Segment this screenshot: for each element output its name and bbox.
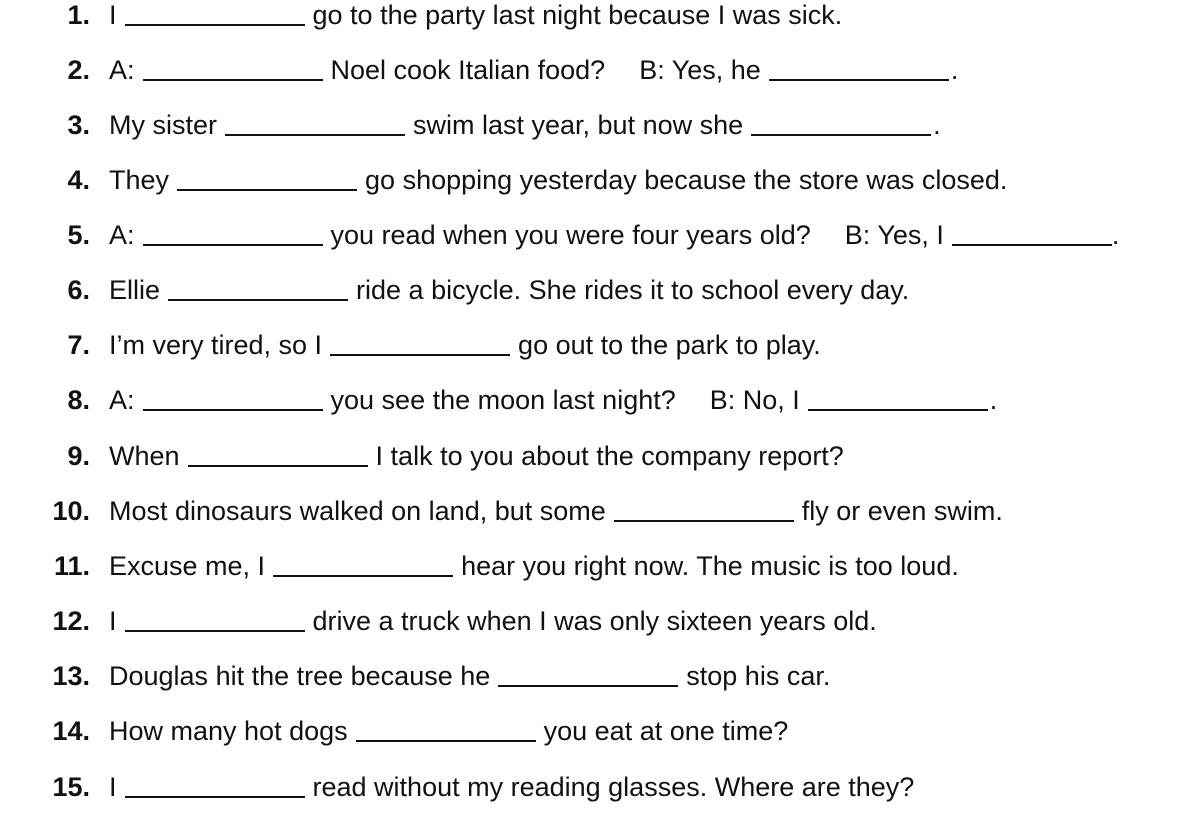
item-text xyxy=(109,441,844,471)
text-segment: you eat at one time? xyxy=(543,716,789,746)
text-segment: fly or even swim. xyxy=(801,496,1003,526)
item-number: 12. xyxy=(52,606,90,636)
list-item xyxy=(0,772,1203,812)
text-segment: . xyxy=(933,110,941,140)
answer-blank[interactable] xyxy=(143,222,323,246)
text-segment: hear you right now. The music is too loud. xyxy=(461,551,959,581)
item-number: 6. xyxy=(67,275,90,305)
item-number: 4. xyxy=(67,165,90,195)
text-segment: When xyxy=(109,441,180,471)
list-item xyxy=(0,551,1203,591)
item-text xyxy=(109,661,830,691)
item-text xyxy=(109,0,842,30)
text-segment: go shopping yesterday because the store was closed. xyxy=(365,165,1008,195)
answer-blank[interactable] xyxy=(168,277,348,301)
answer-blank[interactable] xyxy=(498,663,678,687)
text-segment: you see the moon last night? xyxy=(330,385,676,415)
item-text xyxy=(109,110,941,140)
item-number: 3. xyxy=(67,110,90,140)
answer-blank[interactable] xyxy=(143,57,323,81)
text-segment: A: xyxy=(109,220,135,250)
text-segment: My sister xyxy=(109,110,217,140)
text-segment: go out to the park to play. xyxy=(518,330,821,360)
text-segment: drive a truck when I was only sixteen years old. xyxy=(312,606,877,636)
item-number: 9. xyxy=(67,441,90,471)
item-number: 2. xyxy=(67,55,90,85)
text-segment: I talk to you about the company report? xyxy=(375,441,844,471)
text-segment: Most dinosaurs walked on land, but some xyxy=(109,496,606,526)
text-segment: ride a bicycle. She rides it to school every day. xyxy=(356,275,910,305)
list-item xyxy=(0,385,1203,425)
list-item xyxy=(0,441,1203,481)
item-text xyxy=(109,385,997,415)
list-item xyxy=(0,716,1203,756)
text-segment: B: Yes, I xyxy=(844,220,944,250)
text-segment: stop his car. xyxy=(686,661,831,691)
answer-blank[interactable] xyxy=(952,222,1112,246)
text-segment: Ellie xyxy=(109,275,161,305)
text-segment: you read when you were four years old? xyxy=(330,220,811,250)
item-number: 11. xyxy=(53,551,90,581)
item-text xyxy=(109,330,821,360)
answer-blank[interactable] xyxy=(125,774,305,798)
text-segment: B: Yes, he xyxy=(639,55,761,85)
item-number: 15. xyxy=(52,772,90,802)
item-text xyxy=(109,275,909,305)
item-text xyxy=(109,772,914,802)
text-segment: I’m very tired, so I xyxy=(109,330,323,360)
list-item xyxy=(0,606,1203,646)
text-segment: . xyxy=(1111,220,1120,250)
item-number: 1. xyxy=(67,0,90,30)
text-segment: B: No, I xyxy=(709,385,800,415)
text-segment: Douglas hit the tree because he xyxy=(109,661,491,691)
list-item xyxy=(0,165,1203,205)
text-segment: They xyxy=(109,165,170,195)
text-segment: A: xyxy=(109,55,135,85)
text-segment: How many hot dogs xyxy=(109,716,348,746)
text-segment: I xyxy=(109,0,117,30)
item-number: 14. xyxy=(52,716,90,746)
list-item xyxy=(0,110,1203,150)
item-number: 8. xyxy=(67,385,90,415)
text-segment: I xyxy=(109,606,117,636)
answer-blank[interactable] xyxy=(356,718,536,742)
answer-blank[interactable] xyxy=(808,387,988,411)
list-item xyxy=(0,55,1203,95)
item-text xyxy=(109,220,1119,250)
text-segment: . xyxy=(989,385,998,415)
list-item xyxy=(0,275,1203,315)
answer-blank[interactable] xyxy=(125,2,305,26)
answer-blank[interactable] xyxy=(751,112,931,136)
list-item xyxy=(0,661,1203,701)
item-text xyxy=(109,496,1003,526)
answer-blank[interactable] xyxy=(330,332,510,356)
text-segment: Noel cook Italian food? xyxy=(330,55,606,85)
list-item xyxy=(0,0,1203,40)
item-text xyxy=(109,551,959,581)
text-segment: I xyxy=(109,772,117,802)
item-number: 7. xyxy=(67,330,90,360)
list-item xyxy=(0,496,1203,536)
list-item xyxy=(0,220,1203,260)
list-item xyxy=(0,330,1203,370)
answer-blank[interactable] xyxy=(614,498,794,522)
text-segment: A: xyxy=(109,385,135,415)
item-number: 5. xyxy=(67,220,90,250)
item-text xyxy=(109,716,788,746)
text-segment: go to the party last night because I was sick. xyxy=(312,0,843,30)
item-number: 13. xyxy=(52,661,90,691)
answer-blank[interactable] xyxy=(188,443,368,467)
answer-blank[interactable] xyxy=(769,57,949,81)
answer-blank[interactable] xyxy=(143,387,323,411)
text-segment: read without my reading glasses. Where are they? xyxy=(312,772,915,802)
text-segment: Excuse me, I xyxy=(109,551,266,581)
item-text xyxy=(109,55,958,85)
item-text xyxy=(109,606,877,636)
item-text xyxy=(109,165,1007,195)
answer-blank[interactable] xyxy=(273,553,453,577)
item-number: 10. xyxy=(52,496,90,526)
text-segment: swim last year, but now she xyxy=(413,110,744,140)
answer-blank[interactable] xyxy=(125,608,305,632)
answer-blank[interactable] xyxy=(225,112,405,136)
text-segment: . xyxy=(950,55,959,85)
answer-blank[interactable] xyxy=(177,167,357,191)
